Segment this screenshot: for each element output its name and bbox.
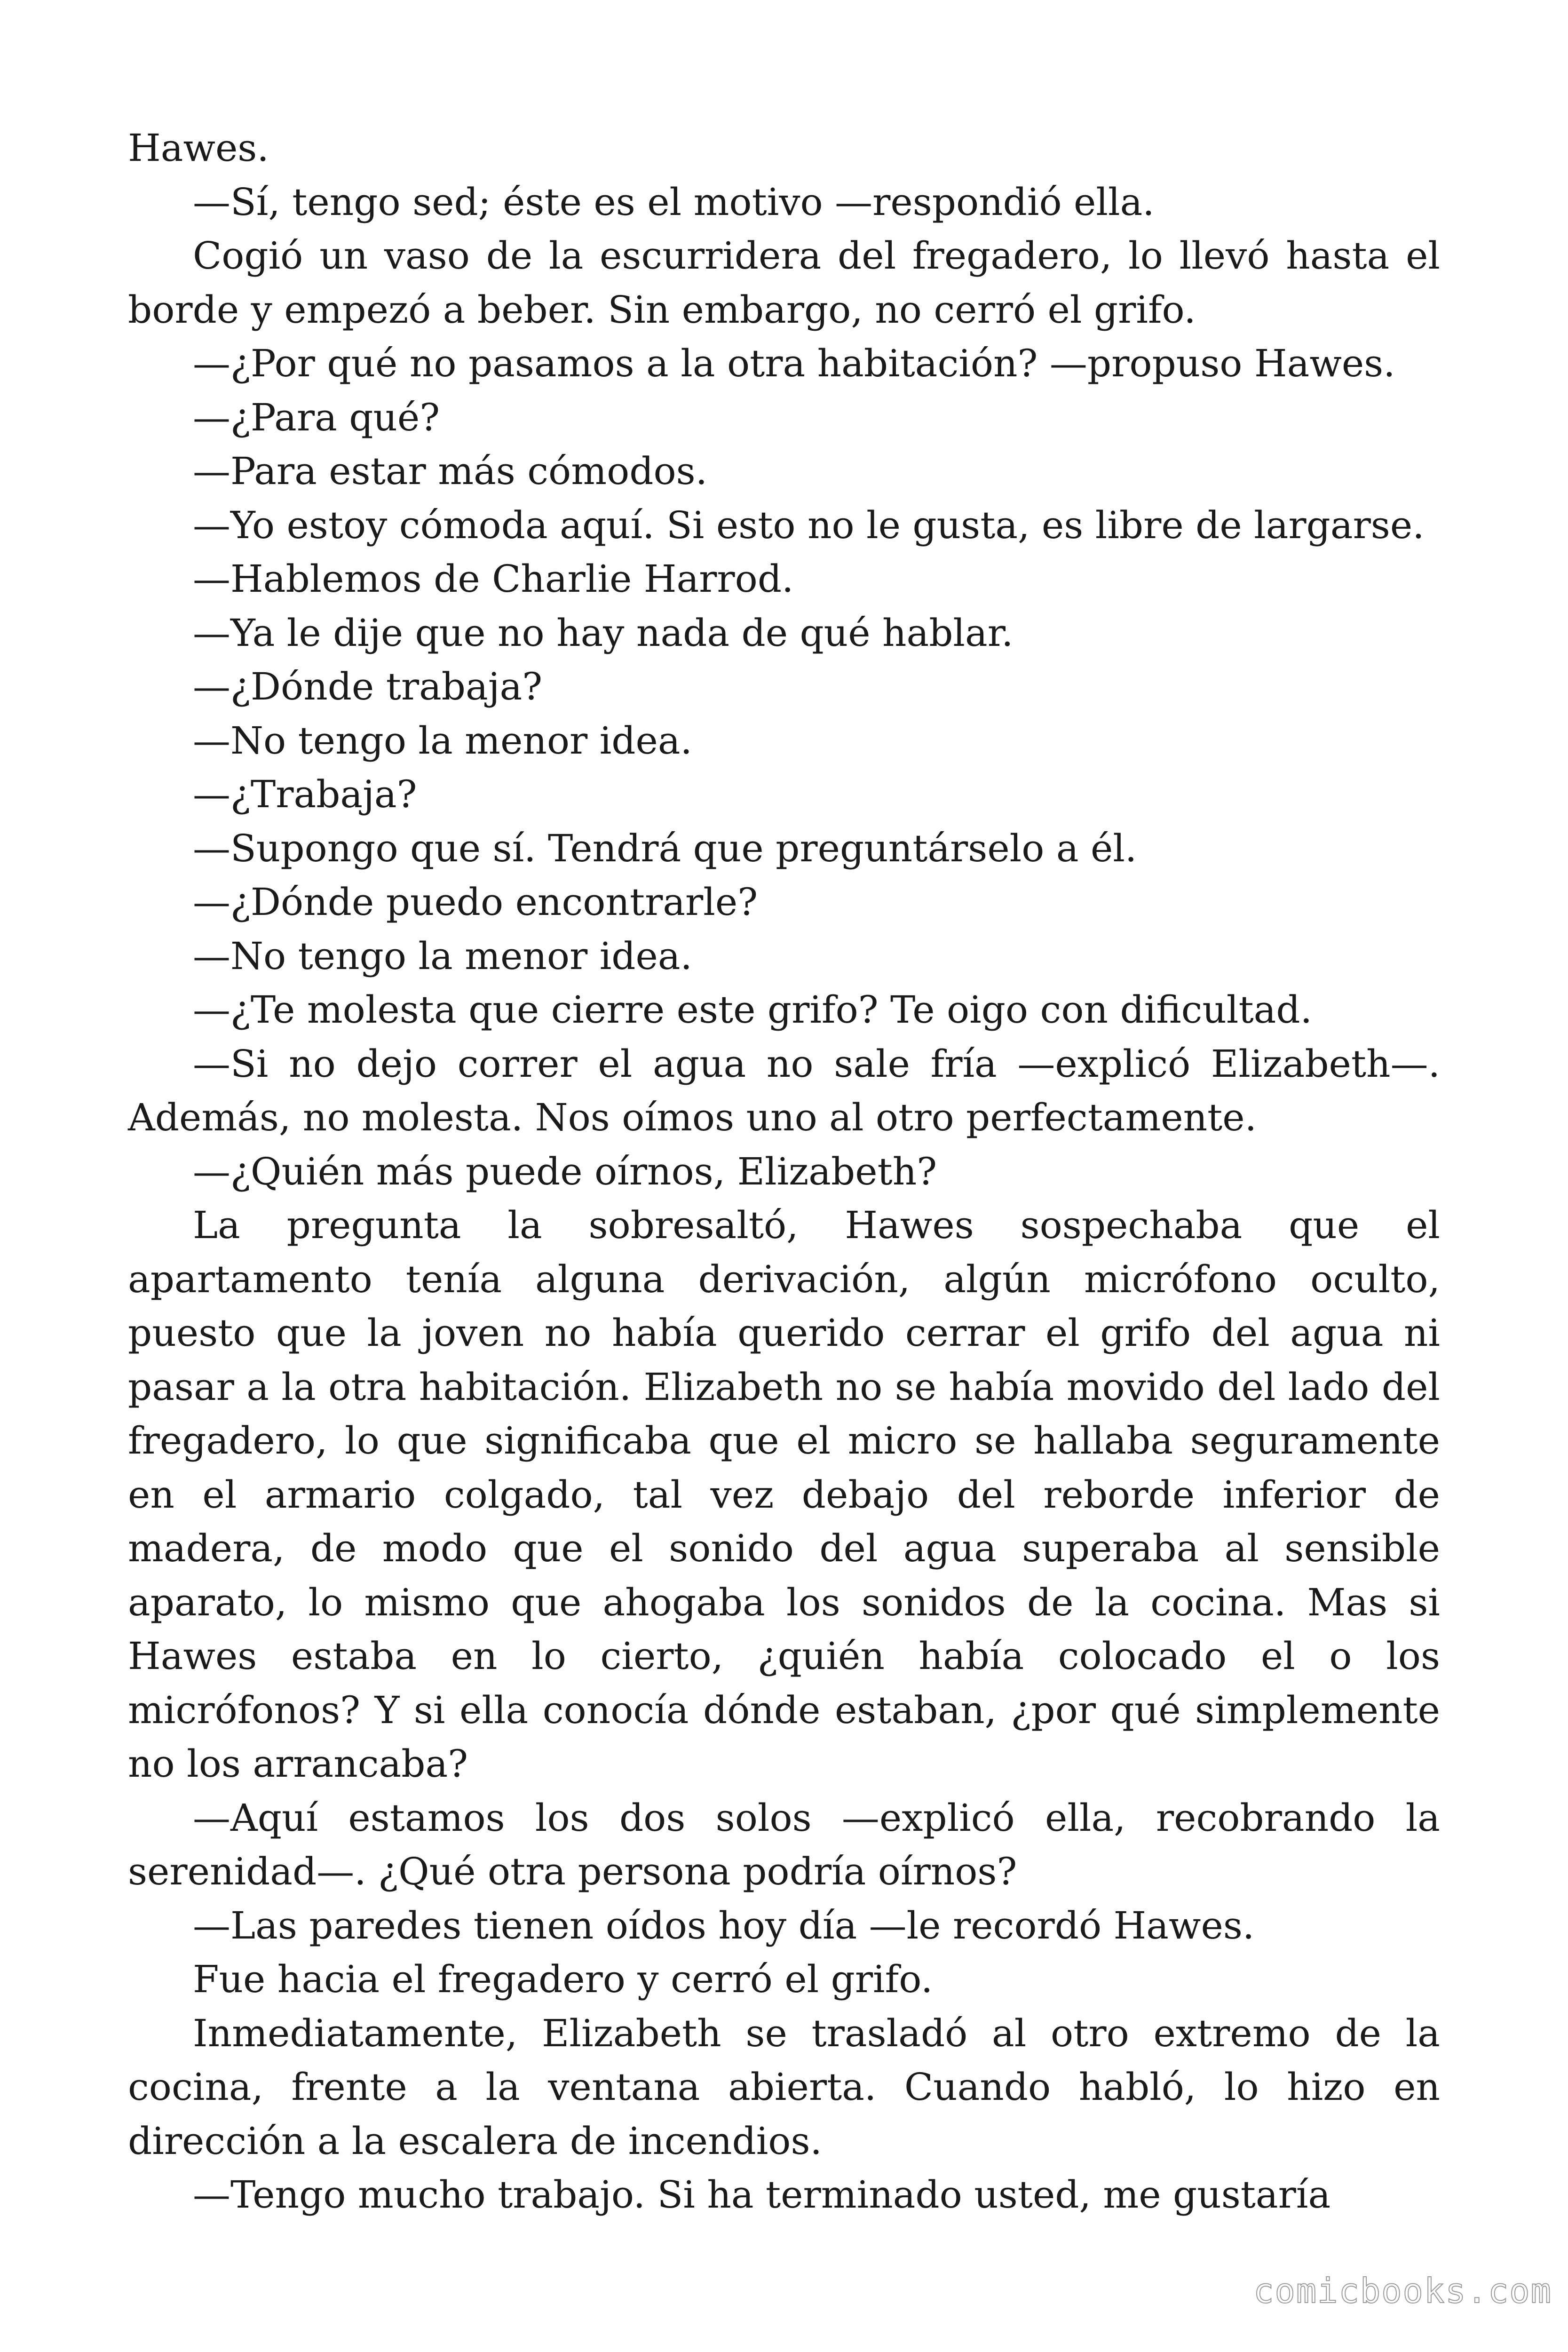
paragraph: —Para estar más cómodos. <box>193 449 708 493</box>
paragraph: —¿Te molesta que cierre este grifo? Te oigo con dificultad. <box>193 988 1312 1032</box>
paragraph: Hawes. <box>128 126 269 170</box>
paragraph: —Ya le dije que no hay nada de qué hablar. <box>193 611 1014 655</box>
paragraph: La pregunta la sobresaltó, Hawes sospechaba que el apartamento tenía alguna derivación, algún micrófono oculto, puesto que la joven no había querido cerrar el grifo del agua ni pasar a la otra habitación. Elizabeth no se había movido del lado del fregadero, lo que significaba que el micro se hallaba seguramente en el armario colgado, tal vez debajo del reborde inferior de madera, de modo que el sonido del agua superaba al sensible aparato, lo mismo que ahogaba los sonidos de la cocina. Mas si Hawes estaba en lo cierto, ¿quién había colocado el o los micrófonos? Y si ella conocía dónde estaban, ¿por qué simplemente no los arrancaba? <box>128 1203 1440 1786</box>
paragraph: —¿Dónde puedo encontrarle? <box>193 880 758 924</box>
paragraph: —Aquí estamos los dos solos —explicó ella, recobrando la serenidad—. ¿Qué otra persona podría oírnos? <box>128 1796 1440 1893</box>
paragraph: —Sí, tengo sed; éste es el motivo —respondió ella. <box>193 180 1155 224</box>
body-text <box>128 121 1440 2222</box>
paragraph: —Supongo que sí. Tendrá que preguntárselo a él. <box>193 826 1137 870</box>
paragraph: Inmediatamente, Elizabeth se trasladó al otro extremo de la cocina, frente a la ventana abierta. Cuando habló, lo hizo en dirección a la escalera de incendios. <box>128 2011 1440 2163</box>
paragraph: —No tengo la menor idea. <box>193 934 692 978</box>
paragraph: —¿Dónde trabaja? <box>193 665 543 708</box>
paragraph: —¿Para qué? <box>193 395 440 439</box>
paragraph: —Si no dejo correr el agua no sale fría —explicó Elizabeth—. Además, no molesta. Nos oímos uno al otro perfectamente. <box>128 1041 1440 1139</box>
watermark: comicbooks.com <box>1253 2271 1552 2311</box>
paragraph: Fue hacia el fregadero y cerró el grifo. <box>193 1957 933 2001</box>
paragraph: —Las paredes tienen oídos hoy día —le recordó Hawes. <box>193 1903 1255 1947</box>
paragraph: —¿Por qué no pasamos a la otra habitación? —propuso Hawes. <box>193 342 1395 385</box>
paragraph: —¿Trabaja? <box>193 772 417 816</box>
paragraph: —No tengo la menor idea. <box>193 718 692 763</box>
paragraph: —¿Quién más puede oírnos, Elizabeth? <box>193 1149 937 1193</box>
paragraph: —Yo estoy cómoda aquí. Si esto no le gusta, es libre de largarse. <box>193 503 1425 547</box>
paragraph: Cogió un vaso de la escurridera del fregadero, lo llevó hasta el borde y empezó a beber. Sin embargo, no cerró el grifo. <box>128 234 1440 332</box>
paragraph: —Hablemos de Charlie Harrod. <box>193 557 794 601</box>
paragraph: —Tengo mucho trabajo. Si ha terminado usted, me gustaría <box>193 2173 1331 2217</box>
